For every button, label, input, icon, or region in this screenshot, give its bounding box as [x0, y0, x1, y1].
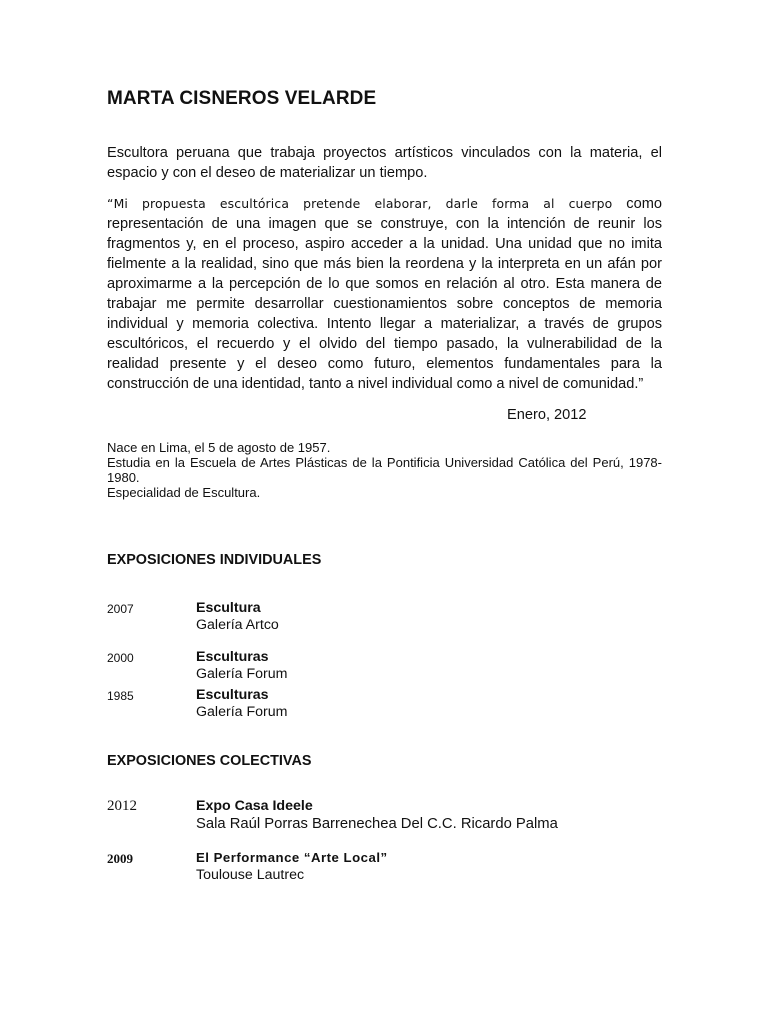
bio-born: Nace en Lima, el 5 de agosto de 1957. — [107, 440, 331, 455]
collective-exhibitions-heading: EXPOSICIONES COLECTIVAS — [107, 753, 312, 769]
exhibition-venue: Galería Forum — [196, 704, 288, 720]
intro-paragraph: Escultora peruana que trabaja proyectos artísticos vinculados con la materia, el espacio y con el deseo de materializar un tiempo. — [107, 145, 662, 181]
quote-date: Enero, 2012 — [507, 407, 587, 423]
exhibition-venue: Galería Artco — [196, 617, 279, 633]
exhibition-entry — [107, 600, 667, 640]
individual-exhibitions-heading: EXPOSICIONES INDIVIDUALES — [107, 552, 322, 568]
exhibition-venue: Toulouse Lautrec — [196, 867, 305, 883]
page-title: MARTA CISNEROS VELARDE — [107, 88, 377, 109]
bio-studies: Estudia en la Escuela de Artes Plásticas de la Pontificia Universidad Católica del Perú, 1978-1980. — [107, 455, 662, 485]
exhibition-year: 2012 — [107, 798, 137, 814]
exhibition-entry — [107, 850, 667, 890]
exhibition-venue: Galería Forum — [196, 666, 288, 682]
bio-specialty: Especialidad de Escultura. — [107, 485, 261, 500]
quote-body: como representación de una imagen que se construye, con la intención de reunir los fragmentos y, en el proceso, aspiro acceder a la unidad. Una unidad que no imita fielmente a la realidad, sino que más bien la reordena y la interpreta en un afán por aproximarme a la percepción de lo que somos en relación al otro. Esta manera de trabajar me permite desarrollar cuestionamientos sobre conceptos de memoria individual y memoria colectiva. Intento llegar a materializar, a través de grupos escultóricos, el recuerdo y el olvido del tiempo pasado, la vulnerabilidad de la realidad presente y el deseo como futuro, elementos fundamentales para la construcción de una identidad, tanto a nivel individual como a nivel de comunidad.” — [107, 196, 662, 392]
exhibition-entry — [107, 649, 667, 689]
exhibition-venue: Sala Raúl Porras Barrenechea Del C.C. Ricardo Palma — [196, 816, 558, 832]
exhibition-year: 2000 — [107, 651, 134, 665]
exhibition-title: Esculturas — [196, 649, 269, 665]
exhibition-title: Escultura — [196, 600, 261, 616]
exhibition-title: Expo Casa Ideele — [196, 798, 313, 814]
quote-lead: “Mi propuesta escultórica pretende elaborar, darle forma al cuerpo — [107, 196, 613, 211]
exhibition-year: 1985 — [107, 689, 134, 703]
exhibition-entry — [107, 687, 667, 727]
biography — [107, 440, 662, 500]
quote-paragraph — [107, 194, 662, 394]
exhibition-title: Esculturas — [196, 687, 269, 703]
exhibition-entry — [107, 798, 667, 838]
exhibition-year: 2009 — [107, 851, 133, 866]
exhibition-year: 2007 — [107, 602, 134, 616]
exhibition-title: El Performance “Arte Local” — [196, 850, 388, 865]
